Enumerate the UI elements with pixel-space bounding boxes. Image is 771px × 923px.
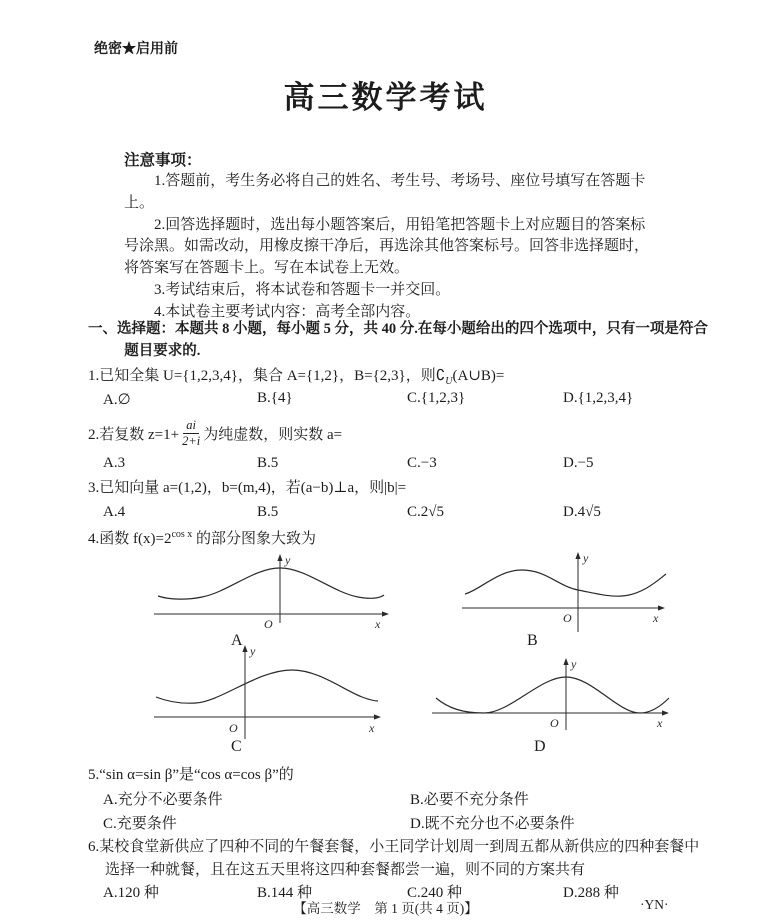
q1-option-c: C.{1,2,3} — [407, 390, 466, 406]
q1-stem-pre: 1.已知全集 U={1,2,3,4}，集合 A={1,2}，B={2,3}，则∁ — [88, 368, 446, 384]
question-2-options — [0, 455, 771, 475]
q2-fraction-denominator: 2+i — [182, 433, 201, 448]
graph-c-y-axis-label: y — [250, 644, 256, 658]
q3-option-c: C.2√5 — [407, 504, 444, 520]
graph-d-y-axis-label: y — [571, 657, 577, 671]
graph-a-x-axis-label: x — [375, 617, 381, 631]
graph-b-origin-label: O — [563, 611, 572, 625]
graph-d-x-axis-label: x — [657, 716, 663, 730]
q2-fraction — [182, 418, 200, 449]
q1-complement-subscript: U — [445, 376, 453, 387]
graph-b-x-axis-label: x — [653, 611, 659, 625]
notice-item-2: 2.回答选择题时，选出每小题答案后，用铅笔把答题卡上对应题目的答案标号涂黑。如需改动，用橡皮擦干净后，再选涂其他答案标号。回答非选择题时，将答案写在答题卡上。写在本试卷上无效。 — [124, 216, 650, 277]
q4-exponent: cos x — [171, 529, 193, 540]
q5-option-b: B.必要不充分条件 — [410, 792, 529, 808]
page-footer-code: ·YN· — [640, 897, 669, 912]
question-1-options — [0, 390, 771, 410]
question-2-stem — [88, 415, 342, 451]
classification-label: 绝密★启用前 — [94, 42, 178, 57]
question-1-stem — [88, 364, 504, 387]
q5-option-d: D.既不充分也不必要条件 — [410, 816, 575, 832]
q6-option-c: C.240 种 — [407, 885, 463, 901]
question-4-stem — [88, 527, 316, 548]
section-1-heading-line2: 题目要求的. — [124, 343, 201, 359]
graph-option-d — [428, 656, 678, 738]
q2-fraction-numerator: ai — [183, 418, 199, 434]
graph-option-a — [150, 552, 390, 632]
graph-a-origin-label: O — [264, 617, 273, 631]
q2-stem-pre: 2.若复数 z=1+ — [88, 426, 180, 443]
graph-d-letter: D — [534, 738, 546, 755]
q1-option-d: D.{1,2,3,4} — [563, 390, 634, 406]
q2-option-c: C.−3 — [407, 455, 437, 471]
q1-option-b: B.{4} — [257, 390, 293, 406]
graph-option-b — [460, 550, 675, 640]
graph-d-origin-label: O — [550, 716, 559, 730]
q4-stem-pre: 4.函数 f(x)=2 — [88, 531, 172, 547]
graph-c-x-axis-label: x — [369, 721, 375, 735]
graph-a-letter: A — [231, 632, 243, 649]
question-5-options-row2 — [0, 812, 771, 832]
notice-item-3: 3.考试结束后，将本试卷和答题卡一并交回。 — [154, 281, 451, 298]
graph-b-y-axis-label: y — [583, 551, 589, 565]
graph-option-c — [150, 643, 390, 743]
q6-option-d: D.288 种 — [563, 885, 619, 901]
q1-stem-post: (A∪B)= — [452, 368, 505, 384]
graph-c-letter: C — [231, 738, 242, 755]
question-6-stem-line1: 6.某校食堂新供应了四种不同的午餐套餐，小王同学计划周一到周五都从新供应的四种套餐中 — [88, 839, 700, 855]
question-3-stem: 3.已知向量 a=(1,2)，b=(m,4)，若(a−b)⊥a，则|b|= — [88, 480, 407, 496]
notice-section — [124, 171, 658, 324]
q3-option-d: D.4√5 — [563, 504, 601, 520]
question-5-options-row1 — [0, 788, 771, 808]
question-5-stem: 5.“sin α=sin β”是“cos α=cos β”的 — [88, 767, 294, 783]
graph-a-y-axis-label: y — [285, 553, 291, 567]
notice-item-1: 1.答题前，考生务必将自己的姓名、考生号、考场号、座位号填写在答题卡上。 — [124, 173, 646, 211]
q6-option-a: A.120 种 — [103, 885, 159, 901]
q2-option-d: D.−5 — [563, 455, 594, 471]
notice-item-4: 4.本试卷主要考试内容：高考全部内容。 — [154, 303, 421, 320]
exam-title: 高三数学考试 — [283, 80, 488, 115]
q4-stem-post: 的部分图象大致为 — [192, 531, 317, 547]
graph-b-letter: B — [527, 632, 538, 649]
page-footer: 【高三数学 第 1 页(共 4 页)】 — [293, 901, 478, 916]
section-1-heading-line1: 一、选择题：本题共 8 小题，每小题 5 分，共 40 分.在每小题给出的四个选项中，只有一项是符合 — [88, 321, 708, 337]
notice-heading: 注意事项： — [124, 152, 202, 169]
question-6-stem-line2: 选择一种就餐，且在这五天里将这四种套餐都尝一遍，则不同的方案共有 — [105, 862, 586, 878]
q3-option-a: A.4 — [103, 504, 126, 520]
q2-stem-post: 为纯虚数，则实数 a= — [203, 426, 343, 443]
graph-c-origin-label: O — [229, 721, 238, 735]
question-3-options — [0, 504, 771, 524]
q5-option-c: C.充要条件 — [103, 816, 177, 832]
section-1-heading — [88, 318, 728, 362]
q1-option-a: A.∅ — [103, 392, 131, 408]
q6-option-b: B.144 种 — [257, 885, 313, 901]
q3-option-b: B.5 — [257, 504, 279, 520]
q5-option-a: A.充分不必要条件 — [103, 792, 223, 808]
q2-option-b: B.5 — [257, 455, 279, 471]
q2-option-a: A.3 — [103, 455, 126, 471]
